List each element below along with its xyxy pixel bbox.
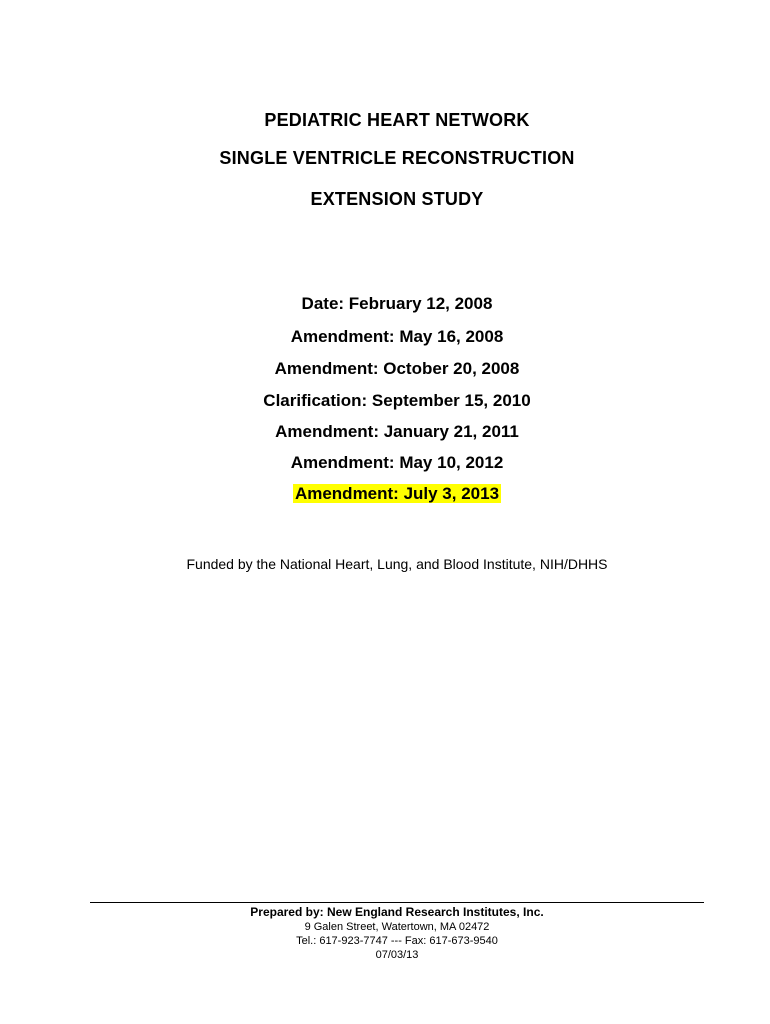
footer-phone-fax: Tel.: 617-923-7747 --- Fax: 617-673-9540 [296,935,498,947]
date-amendment-3: Amendment: January 21, 2011 [275,422,519,441]
date-amendment-4: Amendment: May 10, 2012 [290,453,504,472]
funding-statement: Funded by the National Heart, Lung, and Blood Institute, NIH/DHHS [186,556,608,572]
title-line-3: EXTENSION STUDY [310,189,484,209]
footer-date: 07/03/13 [375,949,419,961]
title-line-2: SINGLE VENTRICLE RECONSTRUCTION [219,148,575,168]
date-amendment-2: Amendment: October 20, 2008 [274,359,520,378]
title-line-1: PEDIATRIC HEART NETWORK [264,110,530,130]
date-amendment-latest: Amendment: July 3, 2013 [294,484,500,503]
date-original: Date: February 12, 2008 [301,294,493,313]
date-amendment-latest-row [0,484,770,504]
date-clarification: Clarification: September 15, 2010 [263,391,531,410]
footer-divider [90,902,704,903]
prepared-by: Prepared by: New England Research Institutes, Inc. [250,905,544,919]
footer-address: 9 Galen Street, Watertown, MA 02472 [304,921,490,933]
date-amendment-1: Amendment: May 16, 2008 [290,327,504,346]
